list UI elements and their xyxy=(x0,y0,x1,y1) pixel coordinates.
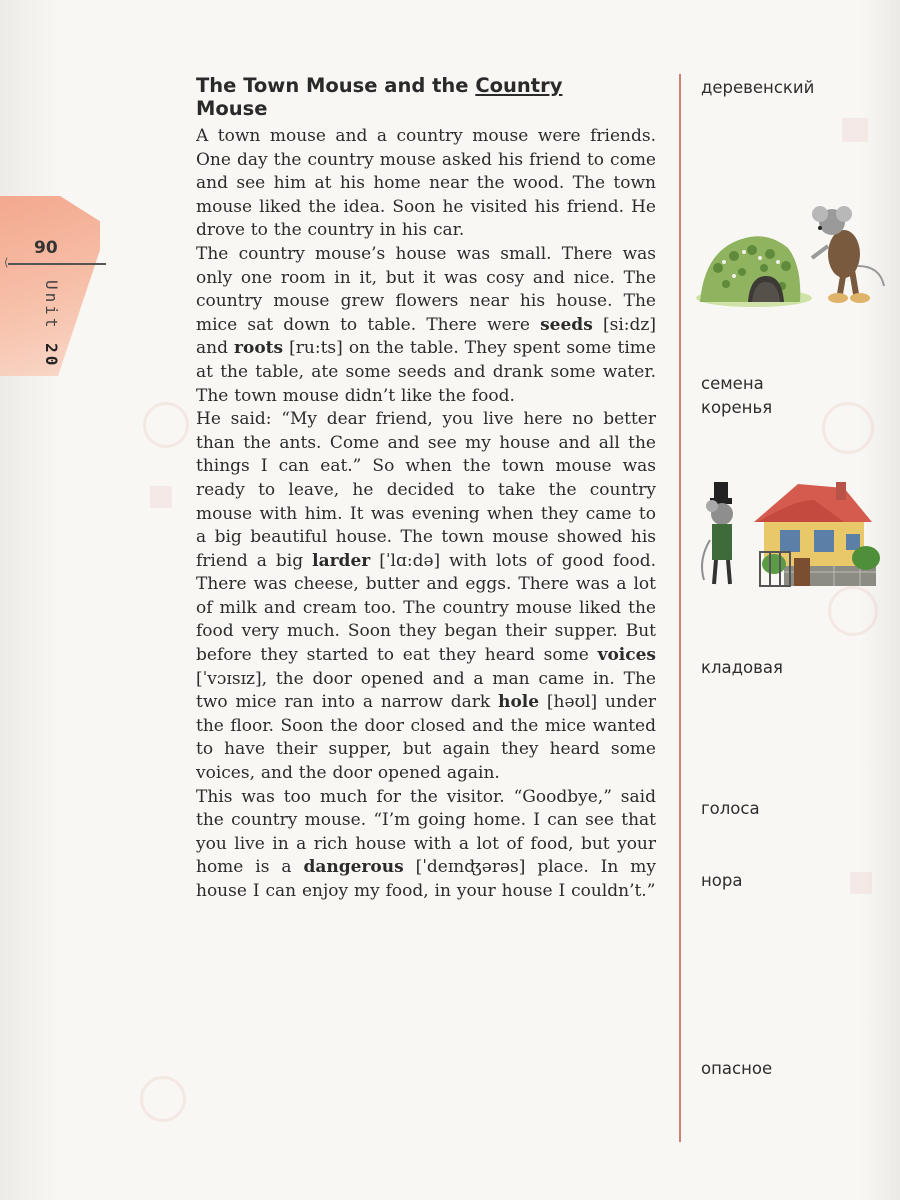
vocab-word: roots xyxy=(234,338,284,359)
bleed-check-circle xyxy=(828,586,878,636)
vocab-word: seeds xyxy=(540,314,593,335)
story-text: This was too much for the visitor. “Goodbye,” said the country mouse. “I’m going home. I can see that you live in a rich house with a lot of food, but your home is a xyxy=(196,786,656,878)
story-paragraph xyxy=(196,243,656,408)
story-text: [ˈlɑ:də] with lots of good food. There was cheese, butter and eggs. There was a lot of milk and cream too. The country mouse liked the food very much. Soon they began their supper. But before they started to eat they heard some xyxy=(196,550,657,666)
unit-number: 20 xyxy=(42,343,61,369)
story-text: He said: “My dear friend, you live here no better than the ants. Come and see my house and all the things I can eat.” So when the town mouse was ready to leave, he decided to take the country mouse with him. It was evening when they came to a big beautiful house. The town mouse showed his friend a big xyxy=(196,409,656,571)
gloss-country: деревенский xyxy=(701,78,815,97)
story-text: [ru:ts] on the table. They spent some time at the table, ate some seeds and drank some water. The town mouse didn’t like the food. xyxy=(196,338,656,406)
story-paragraph xyxy=(196,786,656,904)
bleed-check-circle xyxy=(822,402,874,454)
story-text: [ˈvɔɪsɪz], the door opened and a man came in. The two mice ran into a narrow dark xyxy=(196,668,656,713)
story-text: [si:dz] and xyxy=(196,314,656,359)
bleed-check-circle xyxy=(140,1076,186,1122)
tab-marker-icon: ⟨ xyxy=(4,256,9,269)
gloss-dangerous: опасное xyxy=(701,1059,773,1078)
page-number: 90 xyxy=(34,238,58,258)
gloss-voices: голоса xyxy=(701,799,760,818)
gloss-hole: нора xyxy=(701,871,743,890)
story-text: [ˈdeɪnʤərəs] place. In my house I can enjoy my food, in your house I couldn’t.” xyxy=(196,857,657,901)
gloss-roots: коренья xyxy=(701,398,773,417)
story-paragraph xyxy=(196,408,656,786)
vocab-word: voices xyxy=(597,645,656,666)
story-body xyxy=(196,125,656,904)
vocab-word: dangerous xyxy=(303,857,404,878)
vocab-word: hole xyxy=(498,692,540,713)
tab-divider xyxy=(8,263,106,265)
country-mouse-house-illustration xyxy=(694,206,890,310)
title-underlined-word: Country xyxy=(475,74,563,97)
vocab-word: larder xyxy=(312,550,371,571)
story-text: [həʊl] under the floor. Soon the door closed and the mice wanted to have their supper, but again they heard some voices, and the door opened again. xyxy=(196,692,657,784)
unit-label xyxy=(42,280,61,368)
bleed-square xyxy=(842,118,868,142)
town-mouse-house-illustration xyxy=(694,480,880,590)
bleed-square xyxy=(850,872,872,894)
story-title xyxy=(196,74,656,120)
story-paragraph xyxy=(196,125,656,243)
story-text: The country mouse’s house was small. There was only one room in it, but it was cosy and nice. The country mouse grew flowers near his house. The mice sat down to table. There were xyxy=(196,243,656,335)
column-divider xyxy=(679,74,681,1142)
bleed-square xyxy=(150,486,172,508)
gloss-seeds: семена xyxy=(701,374,764,393)
unit-word: Unit xyxy=(42,280,61,331)
story-article xyxy=(196,74,656,904)
gloss-larder: кладовая xyxy=(701,658,783,677)
bleed-check-circle xyxy=(143,402,189,448)
title-part1: The Town Mouse and the xyxy=(196,74,476,97)
story-text: A town mouse and a country mouse were friends. One day the country mouse asked his friend to come and see him at his home near the wood. The town mouse liked the idea. Soon he visited his friend. He drove to the country in his car. xyxy=(196,126,656,241)
title-part2: Mouse xyxy=(196,97,268,120)
